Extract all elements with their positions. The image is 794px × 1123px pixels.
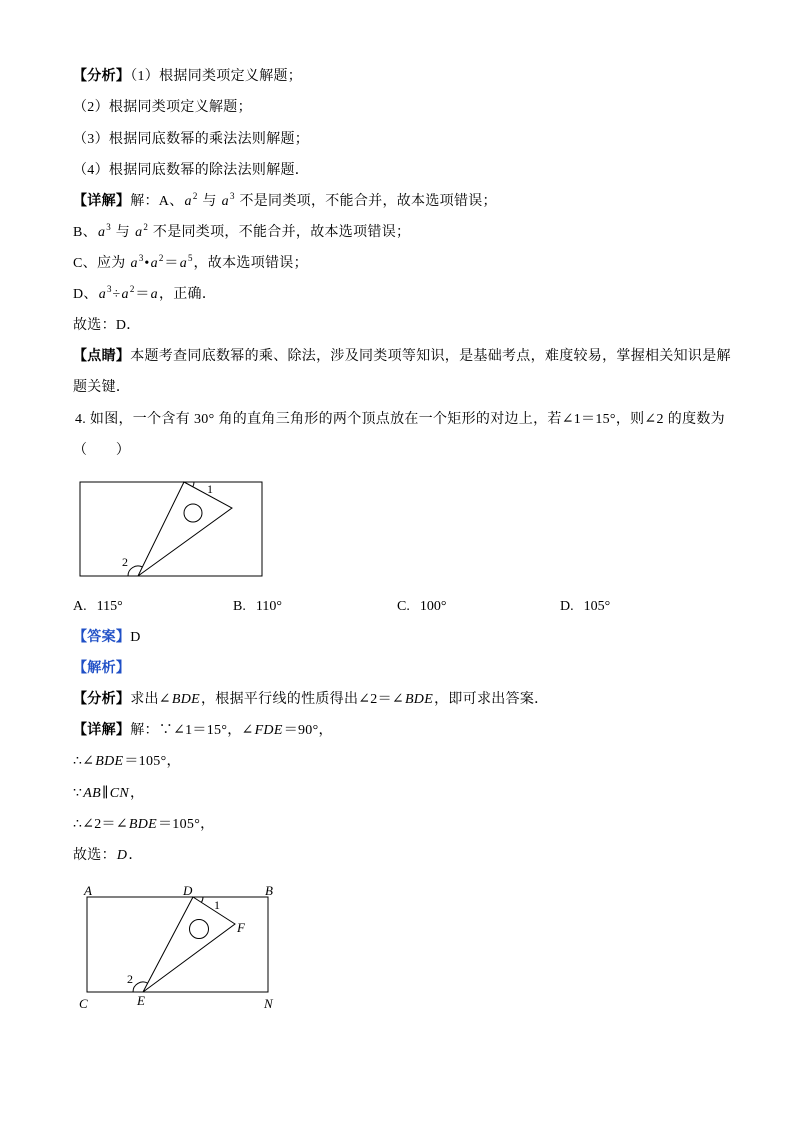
q3-analysis-line-2 <box>73 98 252 118</box>
q3-detail-line-a <box>73 192 497 212</box>
q4-analysis <box>73 690 548 710</box>
analysis-step: （1）根据同类项定义解题； <box>130 69 303 84</box>
q4-detail-line-4 <box>73 815 214 835</box>
exponent: 3 <box>106 222 111 232</box>
analysis-label: 【分析】 <box>73 692 131 707</box>
math-variable: BDE <box>404 692 434 707</box>
q4-detail-line-1 <box>73 721 333 741</box>
detail-text: 与 <box>202 194 217 209</box>
math-variable: a <box>130 256 138 271</box>
detail-text: 与 <box>115 225 131 240</box>
detail-text: ＝105°， <box>158 817 215 832</box>
comment-text: 本题考查同底数幂的乘、除法，涉及同类项等知识，是基础考点，难度较易，掌握相关知识是解 <box>130 349 731 364</box>
option-a <box>73 597 123 617</box>
exponent: 5 <box>188 253 193 263</box>
set-square-hole <box>190 920 209 939</box>
q3-detail-line-c <box>73 254 308 274</box>
detail-text: ，故本选项错误； <box>193 256 308 271</box>
math-variable: FDE <box>254 723 283 738</box>
exponent: 3 <box>229 191 235 201</box>
analysis-step: （2）根据同类项定义解题； <box>73 100 252 115</box>
comment-label: 【点睛】 <box>73 349 131 364</box>
option-d <box>560 597 610 617</box>
detail-text: 不是同类项，不能合并，故本选项错误； <box>239 194 497 209</box>
q4-stem-line-2 <box>73 441 130 461</box>
solution-label: 【解析】 <box>73 661 131 676</box>
q4-solution-heading <box>73 659 130 679</box>
exponent: 2 <box>129 284 135 294</box>
point-a-label: A <box>84 883 92 898</box>
figure-2 <box>75 880 280 1015</box>
triangle-def <box>143 897 235 992</box>
option-value: 100° <box>419 599 447 614</box>
angle-1-arc <box>201 897 203 902</box>
exponent: 3 <box>107 284 112 294</box>
detail-text: ＝90°， <box>283 723 333 738</box>
q3-detail-line-d <box>73 285 216 305</box>
angle-2-label: 2 <box>122 555 128 569</box>
math-operator: ÷ <box>112 287 121 302</box>
analysis-step: （4）根据同底数幂的除法法则解题． <box>73 163 310 178</box>
answer-label: 【答案】 <box>73 630 131 645</box>
math-variable: a <box>150 287 158 302</box>
detail-label: 【详解】 <box>73 194 131 209</box>
set-square-hole <box>184 504 202 522</box>
point-f-label: F <box>237 920 245 935</box>
math-variable: AB <box>83 786 101 801</box>
q3-analysis-line-1 <box>73 67 302 87</box>
detail-text: ， <box>130 786 145 801</box>
option-value: 115° <box>96 599 123 614</box>
analysis-text: ，根据平行线的性质得出∠2＝∠ <box>200 692 404 707</box>
option-value: 110° <box>255 599 282 614</box>
point-c-label: C <box>79 996 88 1011</box>
math-operator: • <box>144 256 150 271</box>
detail-text: B、 <box>73 225 97 240</box>
question-angle: 30° <box>194 412 215 427</box>
analysis-text: 求出∠ <box>130 692 171 707</box>
math-variable: a <box>97 225 106 240</box>
detail-text: ∴∠2＝∠ <box>73 817 128 832</box>
q3-analysis-line-4 <box>73 161 309 181</box>
analysis-label: 【分析】 <box>73 69 131 84</box>
figure-1 <box>70 470 270 585</box>
rectangle <box>80 482 262 576</box>
option-value: 105° <box>583 599 611 614</box>
angle-1-label: 1 <box>214 898 220 912</box>
math-variable: BDE <box>128 817 157 832</box>
math-variable: a <box>135 225 143 240</box>
point-e-label: E <box>137 993 145 1008</box>
math-variable: a <box>150 256 158 271</box>
math-variable: D <box>116 848 128 863</box>
math-operator: ＝ <box>135 287 150 302</box>
detail-text: 不是同类项，不能合并，故本选项错误； <box>152 225 411 240</box>
detail-text: 解：A、 <box>130 194 184 209</box>
conclusion-text: 故选： <box>73 848 116 863</box>
exponent: 3 <box>138 253 144 263</box>
set-square-triangle <box>138 482 232 576</box>
analysis-text: ，即可求出答案． <box>434 692 549 707</box>
detail-text: 解：∵∠1＝15°，∠ <box>130 723 254 738</box>
parallel-symbol: ∥ <box>101 786 109 801</box>
detail-text: ∴∠ <box>73 754 95 769</box>
q3-detail-line-b <box>73 223 410 243</box>
detail-text: ∵ <box>73 786 83 801</box>
point-d-label: D <box>183 883 193 898</box>
option-letter: C. <box>397 599 410 614</box>
answer-blank: （ ） <box>73 443 131 458</box>
exponent: 2 <box>143 222 148 232</box>
option-b <box>233 597 282 617</box>
math-variable: BDE <box>95 754 124 769</box>
answer-value: D <box>130 630 141 645</box>
math-variable: a <box>98 287 107 302</box>
math-variable: a <box>184 194 192 209</box>
option-letter: B. <box>233 599 246 614</box>
detail-text: D、 <box>73 287 98 302</box>
detail-label: 【详解】 <box>73 723 131 738</box>
q3-analysis-line-3 <box>73 130 309 150</box>
q3-conclusion <box>73 316 141 336</box>
detail-text: ＝105°， <box>124 754 181 769</box>
rectangle-abnc <box>87 897 268 992</box>
detail-text: ，正确． <box>158 287 217 302</box>
math-variable: a <box>179 256 187 271</box>
math-variable: CN <box>109 786 129 801</box>
comment-text: 题关键． <box>73 380 131 395</box>
analysis-step: （3）根据同底数幂的乘法法则解题； <box>73 132 310 147</box>
q4-detail-line-3 <box>73 784 144 804</box>
q4-detail-line-2 <box>73 752 181 772</box>
option-c <box>397 597 446 617</box>
q4-conclusion <box>73 846 143 866</box>
q4-answer <box>73 628 141 648</box>
math-operator: ＝ <box>164 256 179 271</box>
point-b-label: B <box>265 883 273 898</box>
exponent: 2 <box>192 191 198 201</box>
detail-text: C、应为 <box>73 256 126 271</box>
angle-1-arc <box>193 482 194 487</box>
point-n-label: N <box>264 996 273 1011</box>
math-variable: a <box>221 194 229 209</box>
q4-stem-line-1 <box>75 410 725 430</box>
q3-comment-line-1 <box>73 347 731 367</box>
exponent: 2 <box>158 253 164 263</box>
angle-1-label: 1 <box>207 482 213 496</box>
conclusion-text: ． <box>128 848 143 863</box>
math-variable: a <box>121 287 129 302</box>
question-text: 的度数为 <box>667 412 725 427</box>
math-variable: BDE <box>171 692 200 707</box>
conclusion-text: 故选：D． <box>73 318 141 333</box>
option-letter: A. <box>73 599 87 614</box>
question-text: 4. 如图，一个含有 <box>75 412 190 427</box>
question-text: 角的直角三角形的两个顶点放在一个矩形的对边上，若∠1＝15°，则∠2 <box>218 412 664 427</box>
option-letter: D. <box>560 599 574 614</box>
q3-comment-line-2 <box>73 378 130 398</box>
angle-2-label: 2 <box>127 972 133 986</box>
